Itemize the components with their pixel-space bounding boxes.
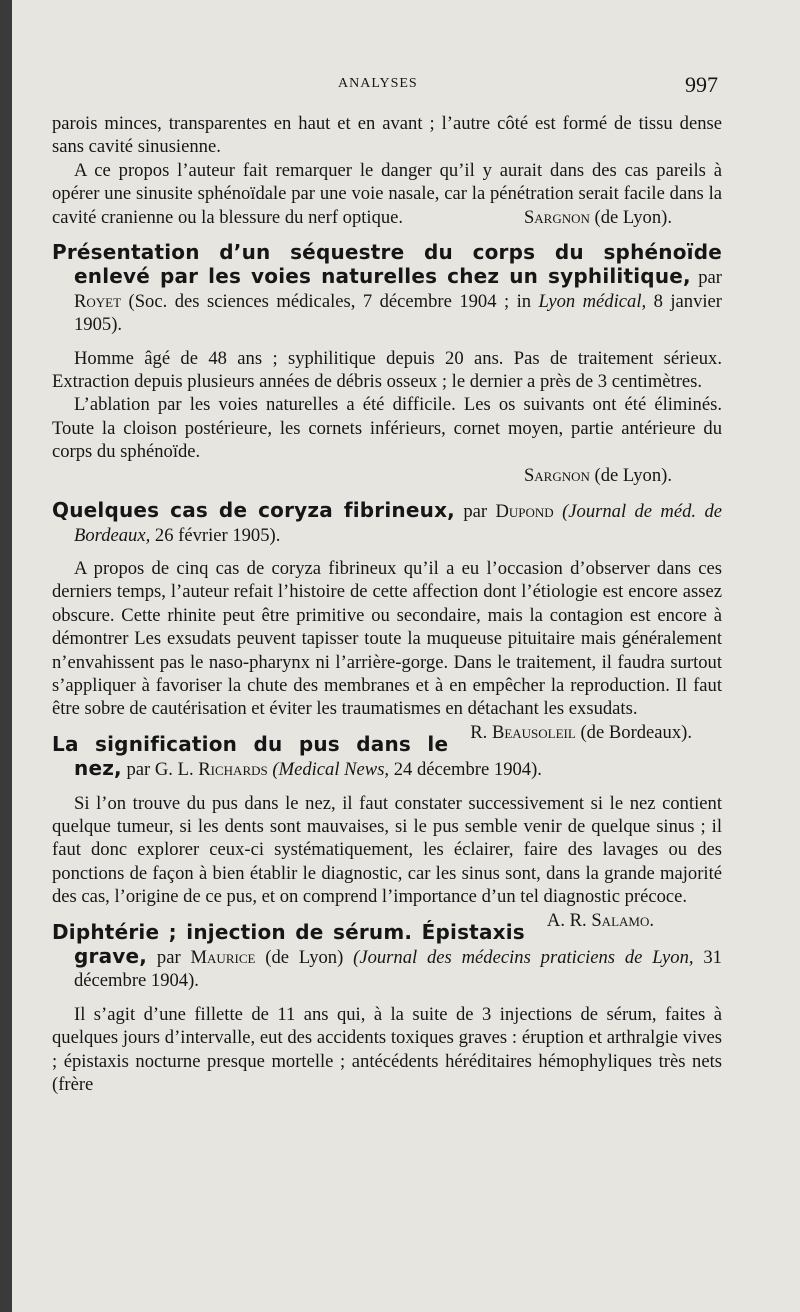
abstract-signature: R. Beausoleil (de Bordeaux). [470,721,692,743]
journal-name: (Journal des médecins praticiens de Lyon, [353,947,694,968]
page-header [12,72,800,102]
abstract-continued-paragraph: parois minces, transparentes en haut et en avant ; l’autre côté est formé de tissu dense sans cavité sinusienne. [52,113,722,158]
abstract-title: Présentation d’un séquestre du corps du sphénoïde enlevé par les voies naturelles chez un syphilitique, [52,240,722,289]
abstract-author: Maurice [190,947,256,968]
abstract-author: Dupond [495,501,554,523]
journal-name: Lyon médical, [538,290,647,312]
abstract-paragraph: A propos de cinq cas de coryza fibrineux qu’il a eu l’occasion d’observer dans ces derniers temps, l’auteur refait l’histoire de cette affection dont l’étiologie est encore assez obscure. Cette rhinite peut être primitive ou secondaire, mais la contagion est encore à démontrer Les exsudats peuvent tapisser toute la muqueuse pituitaire mais généralement n’envahissent pas le naso-pharynx ni l’arrière-gorge. Dans le traitement, il faudra surtout s’appliquer à favoriser la chute des membranes et à en empêcher la reproduction. Il faut être sobre de cautérisation et éviter les traumatismes en détachant les exsudats. R. Beausoleil (de Bordeaux). [52,557,722,743]
abstract-signature: A. R. Salamo. [546,909,654,931]
scanned-page [12,0,800,1312]
page-body [52,112,722,1096]
abstract-heading: La signification du pus dans le nez, par G. L. Richards (Medical News, 24 décembre 1904). [52,731,542,781]
abstract-paragraph: Si l’on trouve du pus dans le nez, il faut constater successivement si le nez contient quelque tumeur, si les dents sont mauvaises, si le pus semble venir de quelque sinus ; il faut donc explorer ceux-ci systématiquement, les éclairer, faire des lavages ou des ponctions de façon à bien établir le diagnostic, car les sinus sont, dans la grande majorité des cas, l’origine de ce pus, et on comprend l’importance d’un tel diagnostic précoce. A. R. Salamo. [52,792,722,931]
abstract-paragraph: L’ablation par les voies naturelles a été difficile. Les os suivants ont été éliminés. Toute la cloison postérieure, les cornets inférieurs, cornet moyen, partie antérieure du corps du sphénoïde. [52,394,722,463]
abstract-heading: Diphtérie ; injection de sérum. Épistaxis grave, par Maurice (de Lyon) (Journal des médecins praticiens de Lyon, 31 décembre 1904). [52,919,722,992]
abstract-title: Diphtérie ; injection de sérum. Épistaxis grave, [52,919,525,968]
abstract-signature: Sargnon (de Lyon). [523,206,672,228]
page-number: 997 [685,72,718,97]
abstract-continued-paragraph-2: A ce propos l’auteur fait remarquer le danger qu’il y aurait dans des cas pareils à opérer une sinusite sphénoïdale par une voie nasale, car la pénétration serait facile dans la cavité cranienne ou la blessure du nerf optique. Sargnon (de Lyon). [52,159,722,228]
running-title: ANALYSES [338,76,418,91]
abstract-heading: Présentation d’un séquestre du corps du sphénoïde enlevé par les voies naturelles chez un syphilitique, par Royet (Soc. des sciences médicales, 7 décembre 1904 ; in Lyon médical, 8 janvier 1905). [52,240,722,336]
abstract-title: Quelques cas de coryza fibrineux, [52,498,455,523]
abstract-author: Royet [74,290,122,312]
abstract-paragraph: Il s’agit d’une fillette de 11 ans qui, à la suite de 3 injections de sérum, faites à quelques jours d’intervalle, eut des accidents toxiques graves : éruption et arthralgie vives ; épistaxis nocturne presque mortelle ; antécédents héréditaires hémophyliques très nets (frère [52,1003,722,1096]
abstract-paragraph: Homme âgé de 48 ans ; syphilitique depuis 20 ans. Pas de traitement sérieux. Extraction depuis plusieurs années de débris osseux ; le dernier a près de 3 centimètres. [52,347,722,393]
abstract-author: Richards [198,759,268,781]
journal-name: (Journal de méd. de Bordeaux, [74,501,722,546]
abstract-heading: Quelques cas de coryza fibrineux, par Dupond (Journal de méd. de Bordeaux, 26 février 1905). [52,498,722,546]
journal-name: (Medical News, [267,759,390,781]
abstract-title: La signification du pus dans le nez, [52,731,449,781]
abstract-signature: Sargnon (de Lyon). [523,464,672,486]
